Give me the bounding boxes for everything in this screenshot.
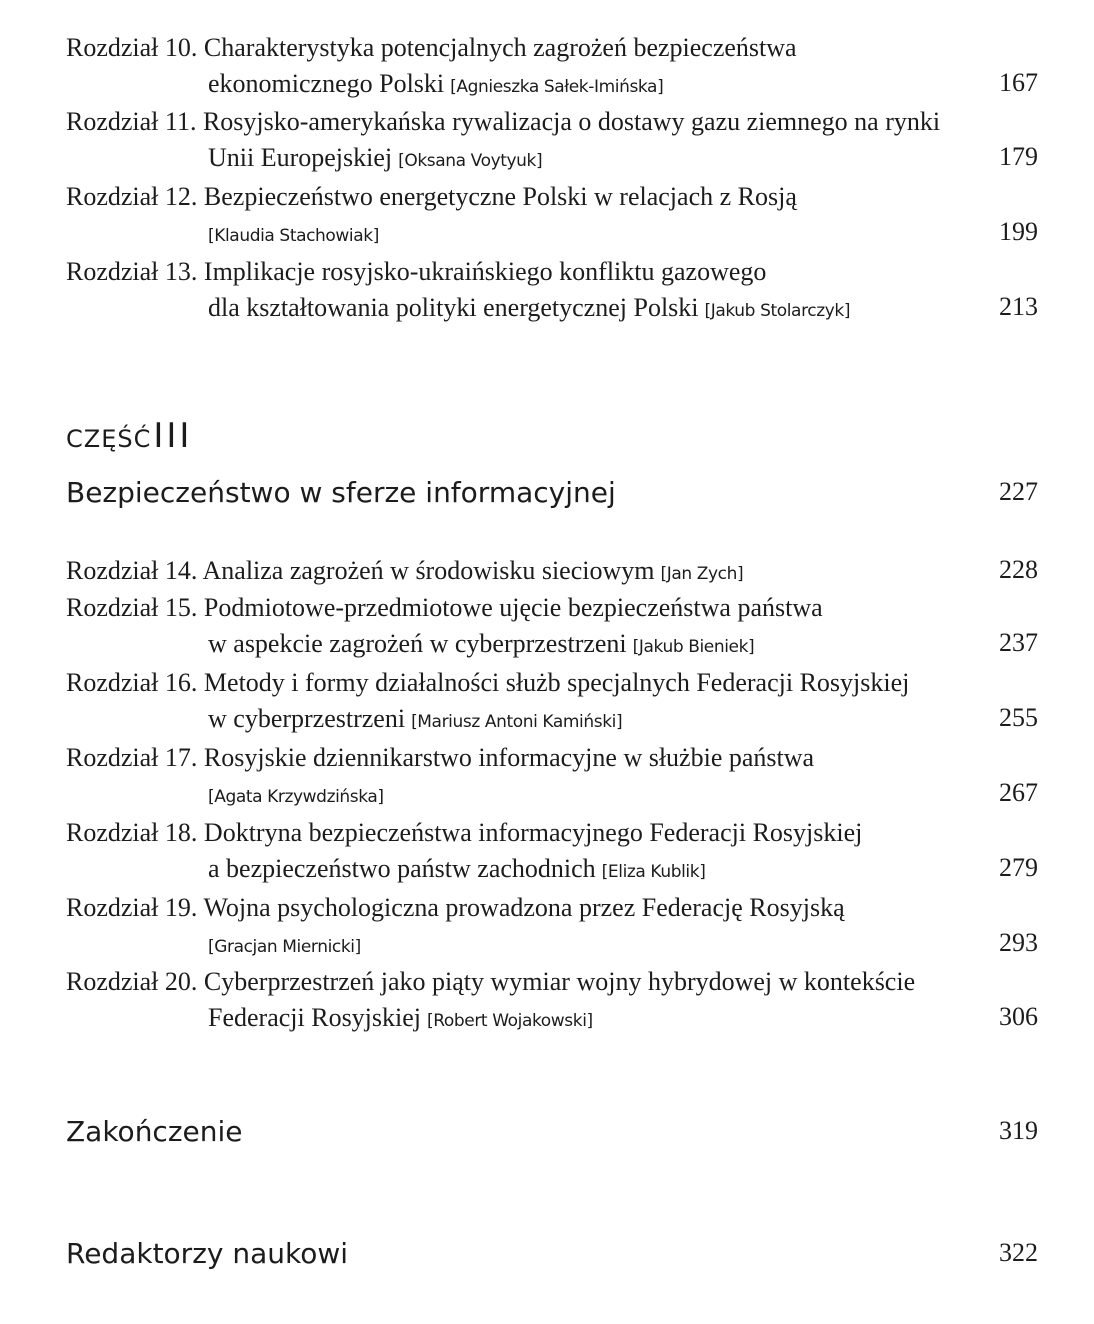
part-title-text: Bezpieczeństwo w sferze informacyjnej [66,476,616,509]
entry-second-line [66,290,1038,329]
toc-entry-chapter-20 [66,964,1038,1039]
chapter-label: Rozdział 10. [66,33,198,62]
chapter-label: Rozdział 15. [66,593,198,622]
chapter-title-cont: Federacji Rosyjskiej [208,1003,422,1032]
chapter-title: Doktryna bezpieczeństwa informacyjnego Federacji Rosyjskiej [203,818,863,847]
page-number: 199 [999,217,1038,246]
chapter-title: Implikacje rosyjsko-ukraińskiego konfliktu gazowego [203,257,767,286]
chapter-title-cont: w cyberprzestrzeni [208,704,406,733]
chapter-label: Rozdział 14. [66,556,198,585]
part-number: III [153,416,193,456]
chapter-title-cont: w aspekcie zagrożeń w cyberprzestrzeni [208,629,627,658]
section-title: Redaktorzy naukowi [66,1237,349,1270]
page-number: 213 [999,292,1038,321]
page-number: 279 [999,853,1038,882]
chapter-author: [Jan Zych] [660,564,744,584]
entry-second-line [66,1000,1038,1039]
page-number: 228 [999,555,1038,584]
chapter-author: [Klaudia Stachowiak] [208,226,379,246]
entry-first-line [66,964,1038,1000]
toc-entry-chapter-17 [66,740,1038,815]
part-title [66,476,1038,509]
entry-first-line [66,553,1038,592]
toc-entry-chapter-12 [66,179,1038,254]
toc-entry-conclusion [66,1115,1038,1148]
toc-entry-chapter-10 [66,30,1038,105]
chapter-author: [Mariusz Antoni Kamiński] [411,712,623,732]
entry-second-line [66,66,1038,105]
toc-entry-chapter-19 [66,890,1038,965]
chapter-label: Rozdział 13. [66,257,198,286]
page-number: 227 [999,477,1038,506]
chapter-author: [Agnieszka Sałek-Imińska] [450,77,664,97]
chapter-author: [Eliza Kublik] [601,862,706,882]
chapter-title: Podmiotowe-przedmiotowe ujęcie bezpieczeństwa państwa [203,593,823,622]
entry-first-line [66,179,1038,215]
entry-first-line [66,30,1038,66]
entry-second-line [66,215,1038,254]
entry-second-line [66,851,1038,890]
entry-second-line [66,626,1038,665]
entry-second-line [66,140,1038,179]
chapter-label: Rozdział 11. [66,107,197,136]
entry-first-line [66,254,1038,290]
toc-entry-chapter-14 [66,553,1038,592]
chapter-author: [Agata Krzywdzińska] [208,787,384,807]
chapter-author: [Robert Wojakowski] [427,1011,593,1031]
chapter-title: Cyberprzestrzeń jako piąty wymiar wojny hybrydowej w kontekście [203,967,916,996]
chapter-title: Bezpieczeństwo energetyczne Polski w relacjach z Rosją [203,182,797,211]
chapter-title: Metody i formy działalności służb specjalnych Federacji Rosyjskiej [203,668,910,697]
page-number: 267 [999,778,1038,807]
page-number: 179 [999,142,1038,171]
entry-first-line [66,104,1038,140]
chapter-title-cont: dla kształtowania polityki energetycznej Polski [208,293,699,322]
page-number: 237 [999,628,1038,657]
chapter-author: [Jakub Stolarczyk] [704,301,851,321]
chapter-title-cont: a bezpieczeństwo państw zachodnich [208,854,596,883]
chapter-title: Rosyjskie dziennikarstwo informacyjne w służbie państwa [203,743,815,772]
section-title: Zakończenie [66,1115,243,1148]
toc-entry-chapter-18 [66,815,1038,890]
page-number: 322 [999,1238,1038,1267]
chapter-title: Analiza zagrożeń w środowisku sieciowym [202,556,655,585]
chapter-title: Charakterystyka potencjalnych zagrożeń bezpieczeństwa [203,33,797,62]
chapter-label: Rozdział 19. [66,893,198,922]
chapter-title-cont: ekonomicznego Polski [208,69,445,98]
page-number: 306 [999,1002,1038,1031]
chapter-title: Wojna psychologiczna prowadzona przez Federację Rosyjską [203,893,845,922]
entry-first-line [66,890,1038,926]
chapter-label: Rozdział 20. [66,967,198,996]
entry-first-line [66,590,1038,626]
part-label: CZĘŚĆ [66,425,152,453]
toc-entry-chapter-16 [66,665,1038,740]
chapter-author: [Jakub Bieniek] [632,637,755,657]
chapter-label: Rozdział 12. [66,182,198,211]
page-number: 255 [999,703,1038,732]
page-number: 293 [999,928,1038,957]
toc-entry-chapter-15 [66,590,1038,665]
chapter-title: Rosyjsko-amerykańska rywalizacja o dostawy gazu ziemnego na rynki [202,107,941,136]
entry-second-line [66,776,1038,815]
entry-first-line [66,740,1038,776]
entry-second-line [66,701,1038,740]
entry-second-line [66,926,1038,965]
chapter-label: Rozdział 17. [66,743,198,772]
entry-first-line [66,665,1038,701]
chapter-label: Rozdział 16. [66,668,198,697]
chapter-label: Rozdział 18. [66,818,198,847]
chapter-author: [Oksana Voytyuk] [398,151,543,171]
part-heading [66,416,192,456]
page-number: 167 [999,68,1038,97]
entry-first-line [66,815,1038,851]
page-number: 319 [999,1116,1038,1145]
toc-entry-editors [66,1237,1038,1270]
toc-entry-chapter-11 [66,104,1038,179]
toc-entry-chapter-13 [66,254,1038,329]
chapter-author: [Gracjan Miernicki] [208,937,361,957]
chapter-title-cont: Unii Europejskiej [208,143,393,172]
